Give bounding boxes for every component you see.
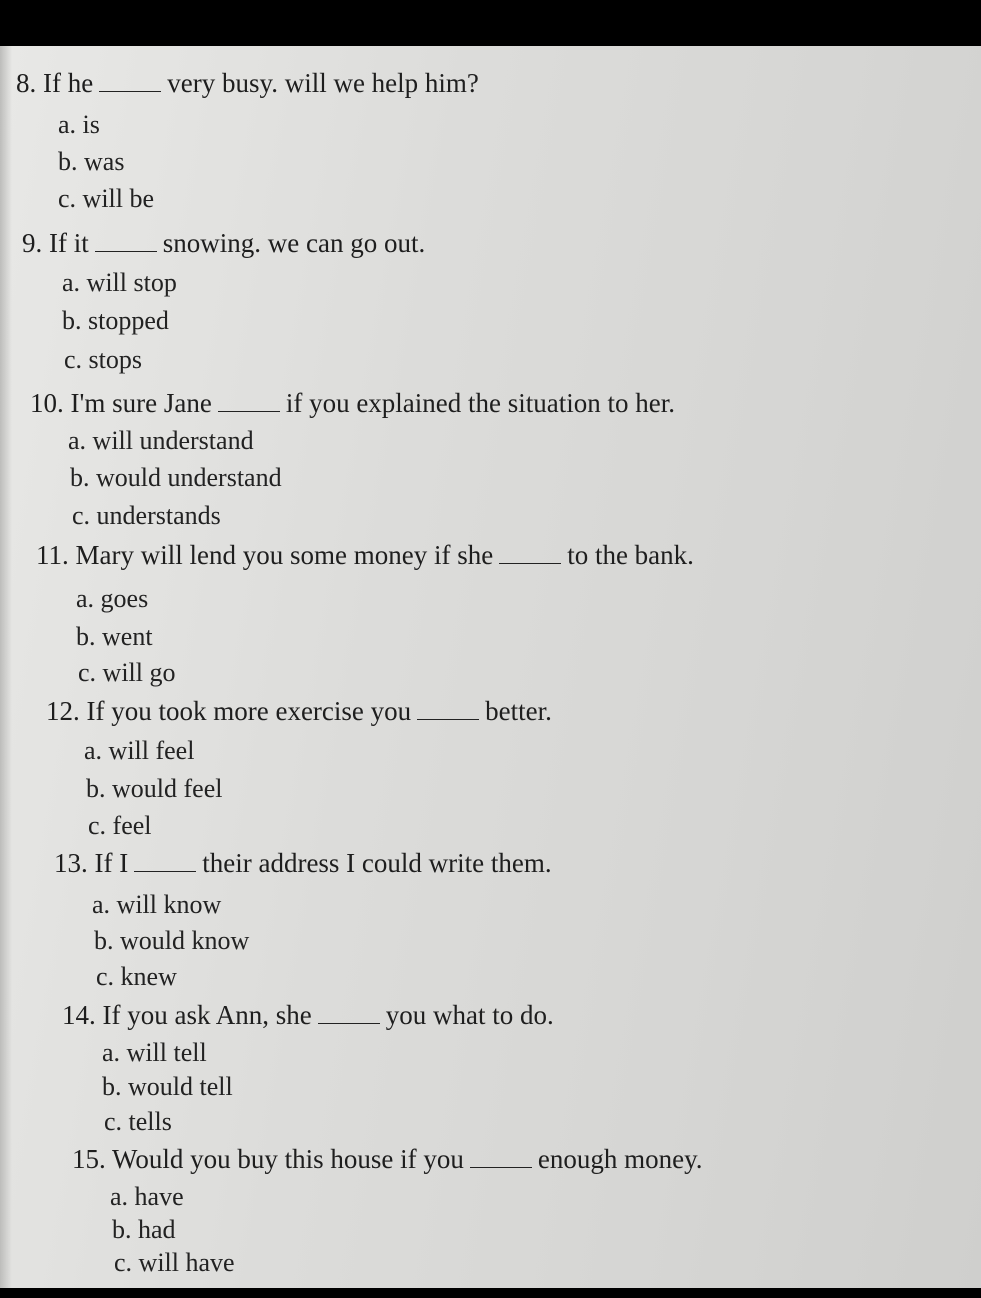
question-text-after: better. [485,696,552,726]
option-a: a. goes [76,584,149,613]
question-number: 14. [62,1000,96,1030]
option-c: c. knew [96,962,177,991]
option-b: b. would feel [86,774,223,803]
question-14 [62,1002,554,1029]
question-11 [36,542,694,569]
answer-blank [417,719,479,720]
question-text-after: their address I could write them. [202,848,552,878]
answer-blank [499,563,561,564]
option-a: a. will understand [68,426,254,455]
question-9 [22,230,425,257]
worksheet-page [0,46,981,1288]
option-b: b. was [58,147,125,176]
option-c: c. stops [64,345,142,374]
option-b: b. stopped [62,306,169,335]
question-number: 8. [16,68,37,98]
question-text-before: If I [94,848,129,878]
answer-blank [318,1023,380,1024]
question-number: 13. [54,848,88,878]
question-text-before: Would you buy this house if you [112,1144,464,1174]
option-a: a. will feel [84,736,195,765]
option-a: a. will tell [102,1038,207,1067]
answer-blank [218,411,280,412]
question-15 [72,1146,703,1173]
question-10 [30,390,675,417]
question-text-after: if you explained the situation to her. [285,388,675,418]
option-a: a. is [58,110,100,139]
question-text-before: I'm sure Jane [70,388,212,418]
question-text-after: you what to do. [385,1000,554,1030]
question-number: 9. [22,228,43,258]
question-text-after: snowing. we can go out. [162,228,426,258]
option-a: a. will know [92,890,222,919]
answer-blank [99,91,161,92]
question-8 [16,70,479,97]
question-13 [54,850,552,877]
question-number: 12. [46,696,80,726]
question-text-after: to the bank. [567,540,694,570]
option-b: b. would tell [102,1072,233,1101]
question-number: 15. [72,1144,106,1174]
page-edge [0,46,12,1288]
bottom-border [0,1288,981,1298]
option-c: c. will have [114,1248,235,1277]
question-text-before: Mary will lend you some money if she [75,540,494,570]
question-text-before: If it [49,228,89,258]
option-a: a. have [110,1182,184,1211]
answer-blank [470,1167,532,1168]
question-number: 11. [36,540,69,570]
option-a: a. will stop [62,268,177,297]
option-c: c. understands [72,501,221,530]
option-c: c. will go [78,658,176,687]
answer-blank [95,251,157,252]
option-b: b. had [112,1215,176,1244]
answer-blank [134,871,196,872]
option-c: c. will be [58,184,155,213]
question-text-before: If you took more exercise you [86,696,412,726]
question-12 [46,698,552,725]
option-b: b. would know [94,926,250,955]
question-text-after: enough money. [537,1144,703,1174]
option-c: c. tells [104,1107,172,1136]
option-b: b. would understand [70,463,282,492]
option-c: c. feel [88,811,152,840]
question-text-before: If you ask Ann, she [102,1000,312,1030]
question-text-before: If he [43,68,94,98]
question-text-after: very busy. will we help him? [167,68,479,98]
option-b: b. went [76,622,153,651]
question-number: 10. [30,388,64,418]
